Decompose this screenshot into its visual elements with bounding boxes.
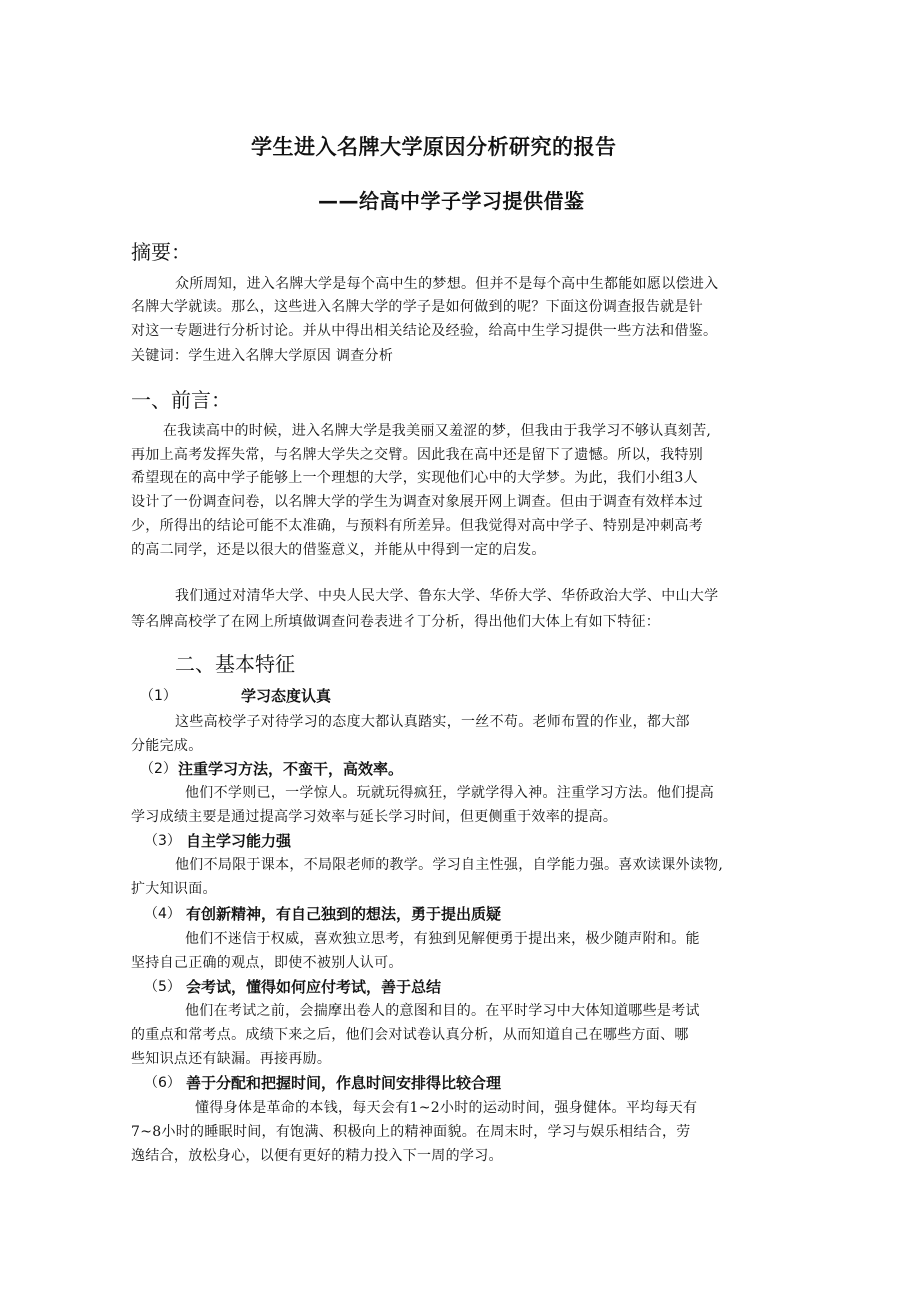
feature-number: （1） [140, 688, 177, 704]
feature-number: （4） [144, 906, 181, 922]
feature-title: 学习态度认真 [241, 687, 332, 705]
abstract-line: 名牌大学就读。那么，这些进入名牌大学的学子是如何做到的呢？下面这份调查报告就是针 [131, 299, 703, 315]
preface-line: 在我读高中的时候，进入名牌大学是我美丽又羞涩的梦，但我由于我学习不够认真刻苦, [163, 423, 712, 439]
feature-line: 这些高校学子对待学习的态度大都认真踏实，一丝不苟。老师布置的作业，都大部 [175, 714, 690, 730]
abstract-heading: 摘要： [131, 240, 191, 264]
feature-title: 注重学习方法，不蛮干，高效率。 [178, 760, 404, 778]
feature-line: 他们在考试之前，会揣摩出卷人的意图和目的。在平时学习中大体知道哪些是考试 [185, 1003, 700, 1019]
preface-line: 再加上高考发挥失常，与名牌大学失之交臂。因此我在高中还是留下了遗憾。所以，我特别 [131, 447, 703, 463]
feature-number: （2） [140, 761, 177, 777]
preface-line: 设计了一份调查问卷，以名牌大学的学生为调查对象展开网上调查。但由于调查有效样本过 [131, 494, 703, 510]
preface-line: 我们通过对清华大学、中央人民大学、鲁东大学、华侨大学、华侨政治大学、中山大学 [175, 588, 719, 604]
preface-line: 的高二同学，还是以很大的借鉴意义，并能从中得到一定的启发。 [131, 542, 546, 558]
feature-line: 逸结合，放松身心，以便有更好的精力投入下一周的学习。 [131, 1148, 503, 1164]
abstract-line: 对这一专题进行分析讨论。并从中得出相关结论及经验，给高中生学习提供一些方法和借鉴。 [131, 323, 718, 339]
preface-line: 少，所得出的结论可能不太准确，与预料有所差异。但我觉得对高中学子、特别是冲刺高考 [131, 518, 703, 534]
feature-line: 他们不局限于课本，不局限老师的教学。学习自主性强，自学能力强。喜欢读课外读物, [175, 857, 724, 873]
feature-number: （5） [144, 979, 181, 995]
feature-line: 他们不迷信于权威，喜欢独立思考，有独到见解便勇于提出来，极少随声附和。能 [185, 931, 700, 947]
feature-title: 会考试，懂得如何应付考试，善于总结 [186, 978, 442, 996]
preface-heading: 一、前言： [131, 388, 231, 412]
abstract-line: 众所周知，进入名牌大学是每个高中生的梦想。但并不是每个高中生都能如愿以偿进入 [175, 276, 719, 292]
feature-number: （6） [144, 1075, 181, 1091]
feature-line: 的重点和常考点。成绩下来之后，他们会对试卷认真分析，从而知道自己在哪些方面、哪 [131, 1027, 689, 1043]
feature-line: 分能完成。 [131, 738, 203, 754]
feature-line: 7~8小时的睡眠时间，有饱满、积极向上的精神面貌。在周末时，学习与娱乐相结合，劳 [131, 1124, 691, 1140]
feature-title: 自主学习能力强 [186, 832, 292, 850]
feature-title: 善于分配和把握时间，作息时间安排得比较合理 [186, 1074, 502, 1092]
keywords-line: 关键词：学生进入名牌大学原因 调查分析 [131, 348, 394, 364]
page-subtitle: ——给高中学子学习提供借鉴 [318, 189, 585, 213]
feature-title: 有创新精神，有自己独到的想法，勇于提出质疑 [186, 905, 502, 923]
feature-number: （3） [144, 833, 181, 849]
features-heading: 二、基本特征 [175, 652, 295, 676]
feature-line: 些知识点还有缺漏。再接再励。 [131, 1051, 332, 1067]
feature-line: 学习成绩主要是通过提高学习效率与延长学习时间，但更侧重于效率的提高。 [131, 809, 618, 825]
preface-line: 希望现在的高中学子能够上一个理想的大学，实现他们心中的大学梦。为此，我们小组3人 [131, 470, 698, 486]
page-title: 学生进入名牌大学原因分析研究的报告 [251, 135, 617, 159]
preface-line: 等名牌高校学了在网上所填做调查问卷表进彳丁分析，得出他们大体上有如下特征： [131, 614, 661, 630]
feature-line: 坚持自己正确的观点，即使不被别人认可。 [131, 955, 403, 971]
feature-line: 扩大知识面。 [131, 881, 217, 897]
feature-line: 他们不学则已，一学惊人。玩就玩得疯狂，学就学得入神。注重学习方法。他们提高 [185, 785, 715, 801]
feature-line: 懂得身体是革命的本钱，每天会有1~2小时的运动时间，强身健体。平均每天有 [195, 1100, 698, 1116]
